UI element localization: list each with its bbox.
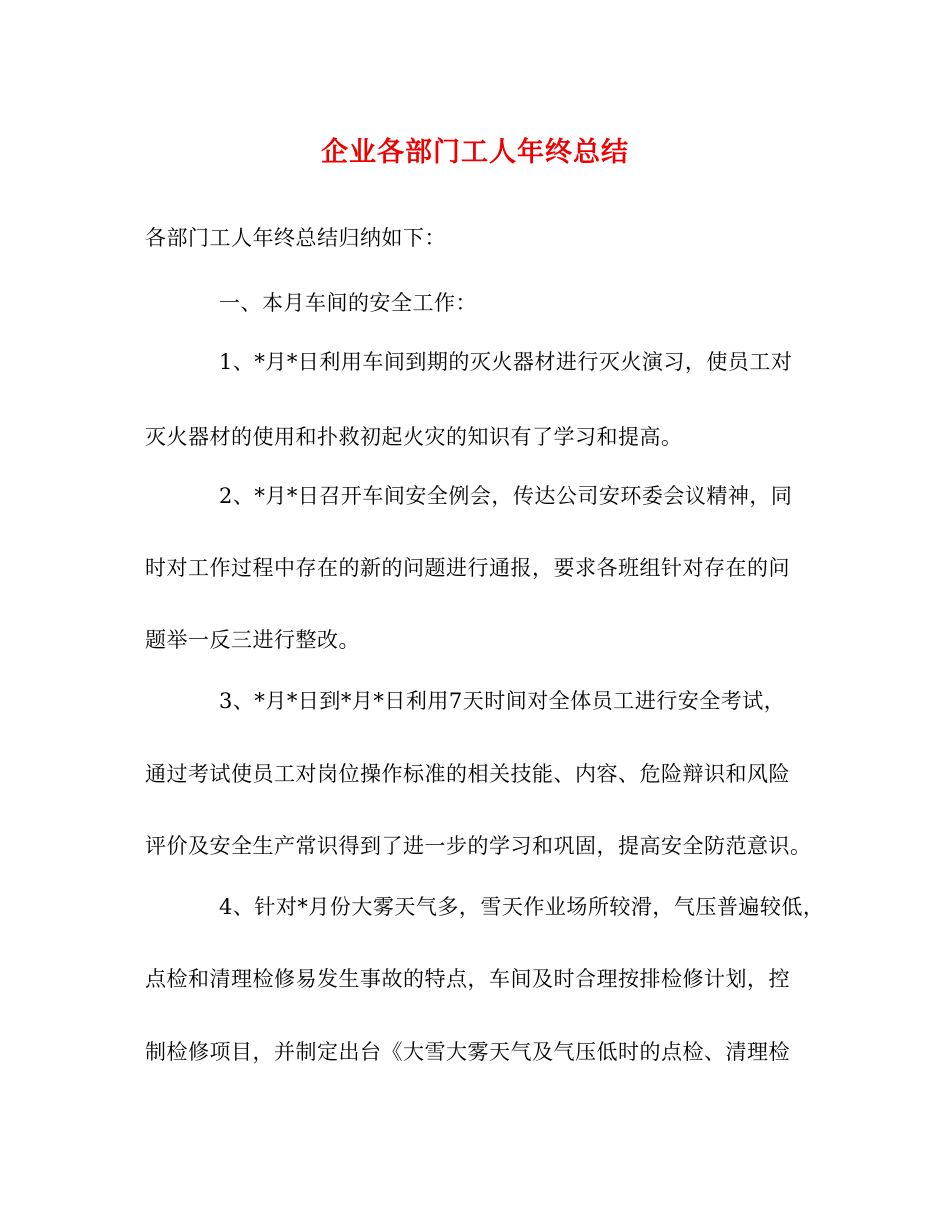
intro-line: 各部门工人年终总结归纳如下： [145,226,446,250]
paragraph-line: 题举一反三进行整改。 [145,628,360,652]
paragraph-line: 灭火器材的使用和扑救初起火灾的知识有了学习和提高。 [145,425,683,449]
document-title: 企业各部门工人年终总结 [321,137,629,168]
section-heading: 一、本月车间的安全工作： [219,291,477,315]
paragraph-line: 通过考试使员工对岗位操作标准的相关技能、内容、危险辩识和风险 [145,762,790,786]
paragraph-line: 1、*月*日利用车间到期的灭火器材进行灭火演习，使员工对 [219,350,793,374]
paragraph-line: 4、针对*月份大雾天气多，雪天作业场所较滑，气压普遍较低， [219,895,825,919]
paragraph-line: 制检修项目，并制定出台《大雪大雾天气及气压低时的点检、清理检 [145,1040,790,1064]
paragraph-line: 评价及安全生产常识得到了进一步的学习和巩固，提高安全防范意识。 [145,834,812,858]
paragraph-line: 点检和清理检修易发生事故的特点，车间及时合理按排检修计划，控 [145,967,790,991]
paragraph-line: 3、*月*日到*月*日利用7天时间对全体员工进行安全考试， [219,689,786,713]
paragraph-line: 时对工作过程中存在的新的问题进行通报，要求各班组针对存在的问 [145,556,790,580]
paragraph-line: 2、*月*日召开车间安全例会，传达公司安环委会议精神，同 [219,484,793,508]
